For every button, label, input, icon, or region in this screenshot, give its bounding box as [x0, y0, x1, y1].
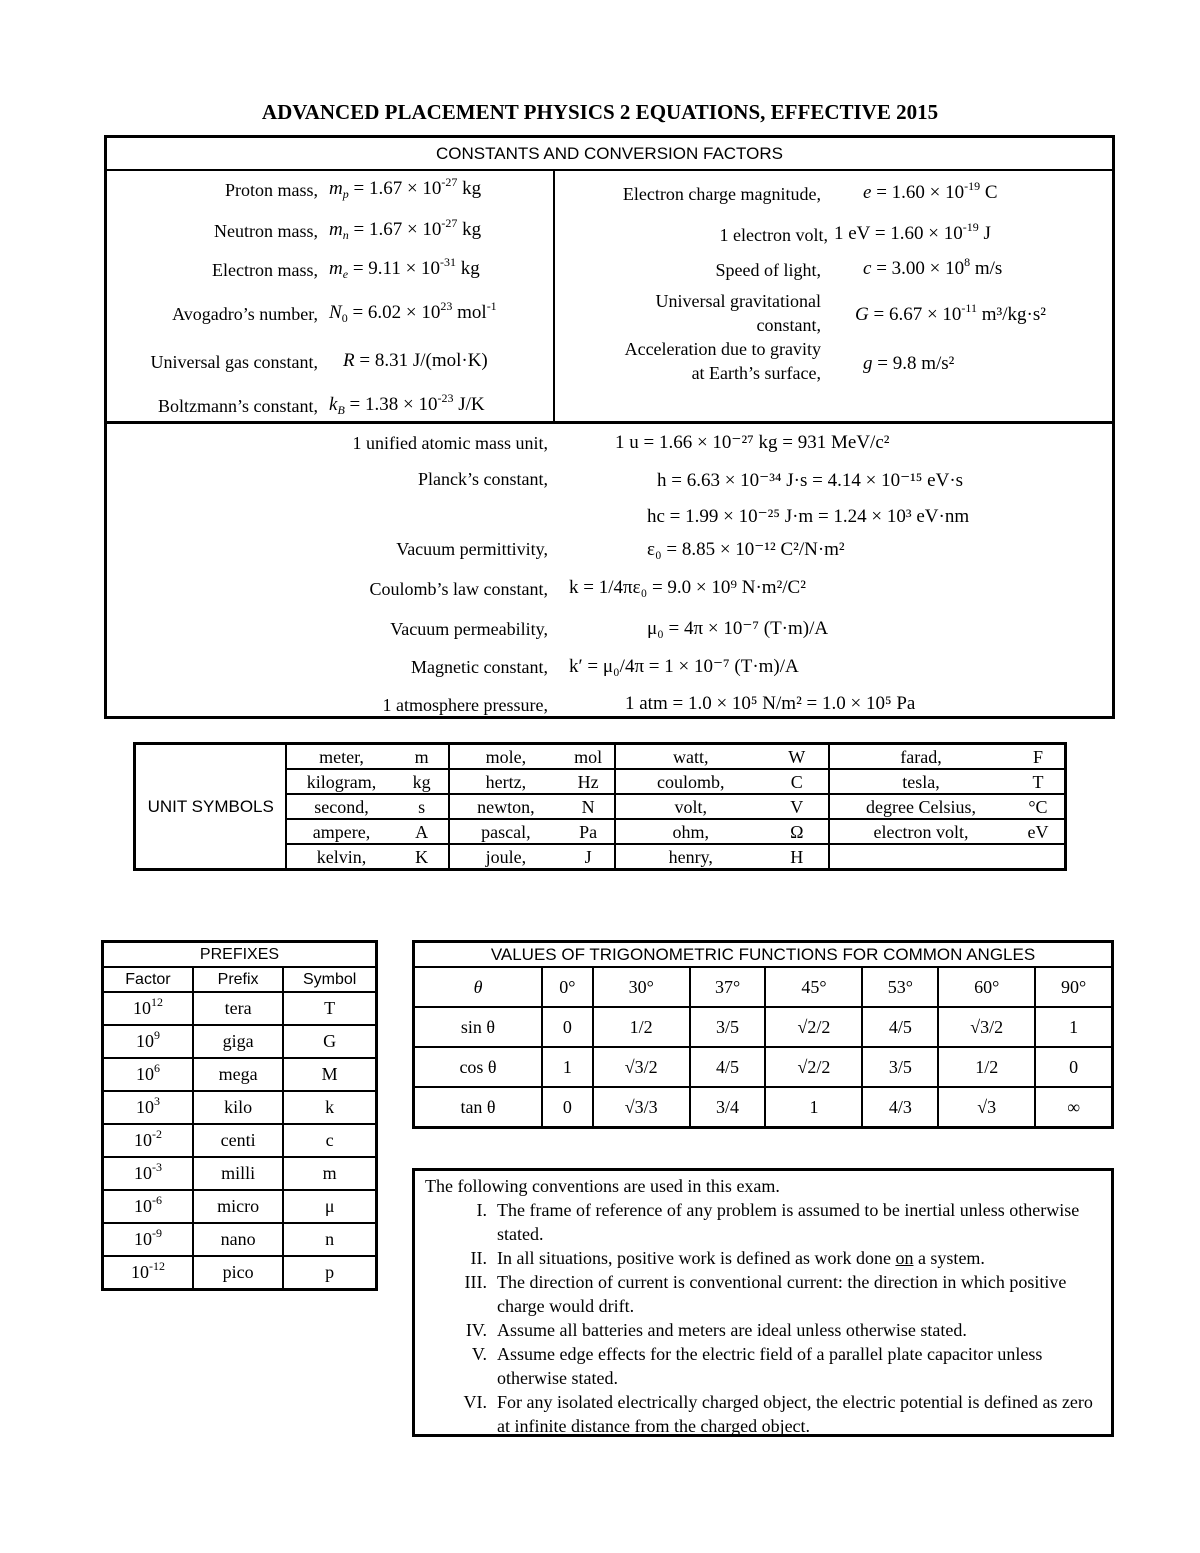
const-eq: $m_e = 9.11 \times 10^{-31}$ kg: [329, 255, 480, 281]
unit-name: second,: [286, 794, 395, 819]
unit-name: mole,: [449, 744, 563, 770]
prefix-symbol: T: [283, 992, 376, 1025]
prefix-factor: $10^6$: [103, 1058, 193, 1091]
convention-item: I. The frame of reference of any problem is assumed to be inertial unless otherwise stated.: [476, 1200, 1080, 1244]
prefix-factor: $10^{-6}$: [103, 1190, 193, 1223]
const-eq: $N_0 = 6.02 \times 10^{23}$ mol$^{-1}$: [329, 299, 497, 325]
const-eq: 1 atm = 1.0 × 10⁵ N/m² = 1.0 × 10⁵ Pa: [625, 693, 916, 714]
const-label: Magnetic constant,: [411, 657, 548, 677]
prefix-factor: $10^9$: [103, 1025, 193, 1058]
const-label: Universal gas constant,: [150, 352, 318, 372]
const-label: Avogadro’s number,: [172, 304, 318, 324]
trig-value: √3/2: [938, 1007, 1035, 1047]
unit-name: ampere,: [286, 819, 395, 844]
prefix-name: mega: [193, 1058, 283, 1091]
trig-function: sin θ: [414, 1007, 543, 1047]
const-eq: μ₀ = 4π × 10⁻⁷ (T·m)/A: [647, 618, 829, 639]
const-label: Speed of light,: [715, 260, 821, 280]
trig-angle: 53°: [862, 967, 938, 1007]
constants-heading: CONSTANTS AND CONVERSION FACTORS: [107, 138, 1112, 171]
prefix-row: [103, 1190, 377, 1223]
trig-table: [412, 940, 1114, 1129]
unit-symbol: [1012, 844, 1066, 870]
prefix-factor: $10^{-9}$: [103, 1223, 193, 1256]
conventions-box: [412, 1168, 1114, 1437]
const-eq: R = 8.31 J/(mol·K): [343, 350, 488, 371]
trig-heading: VALUES OF TRIGONOMETRIC FUNCTIONS FOR COMMON ANGLES: [414, 942, 1113, 968]
unit-symbol: s: [396, 794, 449, 819]
unit-name: tesla,: [829, 769, 1012, 794]
unit-symbol: W: [765, 744, 829, 770]
unit-name: watt,: [615, 744, 765, 770]
const-eq: $m_p = 1.67 \times 10^{-27}$ kg: [329, 175, 482, 201]
unit-symbols-table: [133, 742, 1067, 871]
const-eq: ε₀ = 8.85 × 10⁻¹² C²/N·m²: [647, 539, 845, 560]
const-eq: k′ = μ₀/4π = 1 × 10⁻⁷ (T·m)/A: [569, 656, 799, 677]
unit-name: coulomb,: [615, 769, 765, 794]
prefix-factor: $10^{-12}$: [103, 1256, 193, 1290]
prefixes-heading: PREFIXES: [103, 942, 377, 968]
unit-symbol: H: [765, 844, 829, 870]
trig-value: 0: [542, 1007, 593, 1047]
convention-item: VI. For any isolated electrically charged object, the electric potential is defined as zero at infinite distance from the charged object.: [463, 1392, 1093, 1436]
const-label: constant,: [756, 315, 821, 335]
const-label: 1 atmosphere pressure,: [382, 695, 548, 715]
unit-symbol: Hz: [562, 769, 615, 794]
trig-value: 3/4: [690, 1087, 766, 1128]
prefix-name: milli: [193, 1157, 283, 1190]
trig-value: 1: [765, 1087, 862, 1128]
unit-symbol: F: [1012, 744, 1066, 770]
trig-function: tan θ: [414, 1087, 543, 1128]
prefix-row: [103, 1091, 377, 1124]
column-header: Prefix: [193, 967, 283, 992]
trig-value: 3/5: [690, 1007, 766, 1047]
const-eq: 1 u = 1.66 × 10⁻²⁷ kg = 931 MeV/c²: [615, 432, 890, 453]
trig-value: 1/2: [593, 1007, 690, 1047]
prefix-name: centi: [193, 1124, 283, 1157]
prefix-name: nano: [193, 1223, 283, 1256]
const-label: Vacuum permeability,: [390, 619, 548, 639]
unit-name: kelvin,: [286, 844, 395, 870]
prefix-row: [103, 1025, 377, 1058]
unit-name: henry,: [615, 844, 765, 870]
const-label: 1 unified atomic mass unit,: [352, 433, 548, 453]
trig-angle: 37°: [690, 967, 766, 1007]
const-eq: $k_B = 1.38 \times 10^{-23}$ J/K: [329, 391, 485, 417]
convention-item: V. Assume edge effects for the electric field of a parallel plate capacitor unless otherwise stated.: [471, 1344, 1043, 1388]
unit-symbol: Pa: [562, 819, 615, 844]
trig-value: 4/5: [862, 1007, 938, 1047]
trig-value: √3: [938, 1087, 1035, 1128]
unit-symbol: V: [765, 794, 829, 819]
unit-symbol: T: [1012, 769, 1066, 794]
column-header: Factor: [103, 967, 193, 992]
prefix-factor: $10^3$: [103, 1091, 193, 1124]
const-label: Planck’s constant,: [418, 469, 548, 489]
trig-value: √2/2: [765, 1047, 862, 1087]
unit-name: kilogram,: [286, 769, 395, 794]
prefix-symbol: k: [283, 1091, 376, 1124]
trig-angle-row: [414, 967, 1113, 1007]
const-eq: $m_n = 1.67 \times 10^{-27}$ kg: [329, 216, 482, 242]
trig-angle: 45°: [765, 967, 862, 1007]
unit-symbol: K: [396, 844, 449, 870]
trig-value: √3/3: [593, 1087, 690, 1128]
unit-name: farad,: [829, 744, 1012, 770]
const-eq: $c = 3.00 \times 10^8$ m/s: [863, 255, 1003, 279]
unit-symbol: C: [765, 769, 829, 794]
unit-symbol: m: [396, 744, 449, 770]
prefix-name: pico: [193, 1256, 283, 1290]
const-eq: h = 6.63 × 10⁻³⁴ J·s = 4.14 × 10⁻¹⁵ eV·s: [657, 470, 964, 491]
unit-name: meter,: [286, 744, 395, 770]
const-label: Electron charge magnitude,: [622, 184, 821, 204]
convention-item: III. The direction of current is conventional current: the direction in which positive charge would drift.: [464, 1272, 1067, 1316]
trig-value: 4/5: [690, 1047, 766, 1087]
const-eq: 1 eV = $1.60 \times 10^{-19}$ J: [834, 220, 991, 244]
const-eq: $G = 6.67 \times 10^{-11}$ m³/kg·s²: [855, 301, 1046, 325]
unit-name: joule,: [449, 844, 563, 870]
prefix-row: [103, 1058, 377, 1091]
prefix-factor: $10^{-3}$: [103, 1157, 193, 1190]
unit-name: electron volt,: [829, 819, 1012, 844]
prefix-symbol: G: [283, 1025, 376, 1058]
unit-symbol: eV: [1012, 819, 1066, 844]
trig-value: 0: [542, 1087, 593, 1128]
const-label: Universal gravitational: [655, 291, 821, 311]
trig-value: 3/5: [862, 1047, 938, 1087]
unit-name: volt,: [615, 794, 765, 819]
unit-name: pascal,: [449, 819, 563, 844]
unit-symbol: kg: [396, 769, 449, 794]
const-label: Electron mass,: [212, 260, 318, 280]
convention-item: II. In all situations, positive work is defined as work done on a system.: [470, 1248, 985, 1268]
trig-value: √3/2: [593, 1047, 690, 1087]
trig-value: 4/3: [862, 1087, 938, 1128]
unit-name: degree Celsius,: [829, 794, 1012, 819]
trig-value: 1/2: [938, 1047, 1035, 1087]
prefix-factor: $10^{12}$: [103, 992, 193, 1025]
column-header: Symbol: [283, 967, 376, 992]
prefix-name: tera: [193, 992, 283, 1025]
const-label: 1 electron volt,: [719, 225, 828, 245]
trig-angle: θ: [414, 967, 543, 1007]
prefix-name: kilo: [193, 1091, 283, 1124]
prefix-row: [103, 1223, 377, 1256]
unit-name: hertz,: [449, 769, 563, 794]
const-eq: hc = 1.99 × 10⁻²⁵ J·m = 1.24 × 10³ eV·nm: [647, 506, 970, 527]
unit-symbol: mol: [562, 744, 615, 770]
unit-symbols-label: UNIT SYMBOLS: [135, 744, 287, 870]
trig-row: [414, 1007, 1113, 1047]
prefix-row: [103, 1124, 377, 1157]
prefix-symbol: M: [283, 1058, 376, 1091]
const-label: Vacuum permittivity,: [396, 539, 548, 559]
const-eq: g = 9.8 m/s²: [863, 353, 955, 374]
trig-row: [414, 1047, 1113, 1087]
unit-symbol: °C: [1012, 794, 1066, 819]
unit-symbol: J: [562, 844, 615, 870]
unit-symbol: A: [396, 819, 449, 844]
convention-item: IV. Assume all batteries and meters are ideal unless otherwise stated.: [465, 1320, 967, 1340]
const-eq: k = 1/4πε₀ = 9.0 × 10⁹ N·m²/C²: [569, 577, 806, 598]
prefix-name: micro: [193, 1190, 283, 1223]
unit-name: ohm,: [615, 819, 765, 844]
conventions-intro: The following conventions are used in this exam.: [425, 1176, 780, 1196]
trig-angle: 0°: [542, 967, 593, 1007]
prefix-row: [103, 992, 377, 1025]
trig-value: 1: [542, 1047, 593, 1087]
prefix-factor: $10^{-2}$: [103, 1124, 193, 1157]
prefix-symbol: μ: [283, 1190, 376, 1223]
trig-value: 0: [1035, 1047, 1112, 1087]
unit-name: [829, 844, 1012, 870]
prefix-symbol: p: [283, 1256, 376, 1290]
const-label: Coulomb’s law constant,: [369, 579, 548, 599]
const-label: at Earth’s surface,: [691, 363, 821, 383]
trig-row: [414, 1087, 1113, 1128]
unit-symbol: N: [562, 794, 615, 819]
trig-value: 1: [1035, 1007, 1112, 1047]
prefix-symbol: c: [283, 1124, 376, 1157]
const-label: Boltzmann’s constant,: [158, 396, 318, 416]
page-title: ADVANCED PLACEMENT PHYSICS 2 EQUATIONS, EFFECTIVE 2015: [261, 100, 939, 124]
unit-name: newton,: [449, 794, 563, 819]
trig-function: cos θ: [414, 1047, 543, 1087]
prefix-row: [103, 1256, 377, 1290]
const-label: Acceleration due to gravity: [624, 339, 821, 359]
trig-angle: 90°: [1035, 967, 1112, 1007]
prefix-name: giga: [193, 1025, 283, 1058]
prefix-symbol: n: [283, 1223, 376, 1256]
trig-value: √2/2: [765, 1007, 862, 1047]
trig-value: ∞: [1035, 1087, 1112, 1128]
unit-symbol: Ω: [765, 819, 829, 844]
trig-angle: 30°: [593, 967, 690, 1007]
const-eq: $e = 1.60 \times 10^{-19}$ C: [863, 179, 998, 203]
prefix-row: [103, 1157, 377, 1190]
prefixes-table: [101, 940, 378, 1291]
constants-box: [104, 135, 1115, 719]
trig-angle: 60°: [938, 967, 1035, 1007]
const-label: Neutron mass,: [214, 221, 318, 241]
prefix-symbol: m: [283, 1157, 376, 1190]
const-label: Proton mass,: [224, 180, 318, 200]
